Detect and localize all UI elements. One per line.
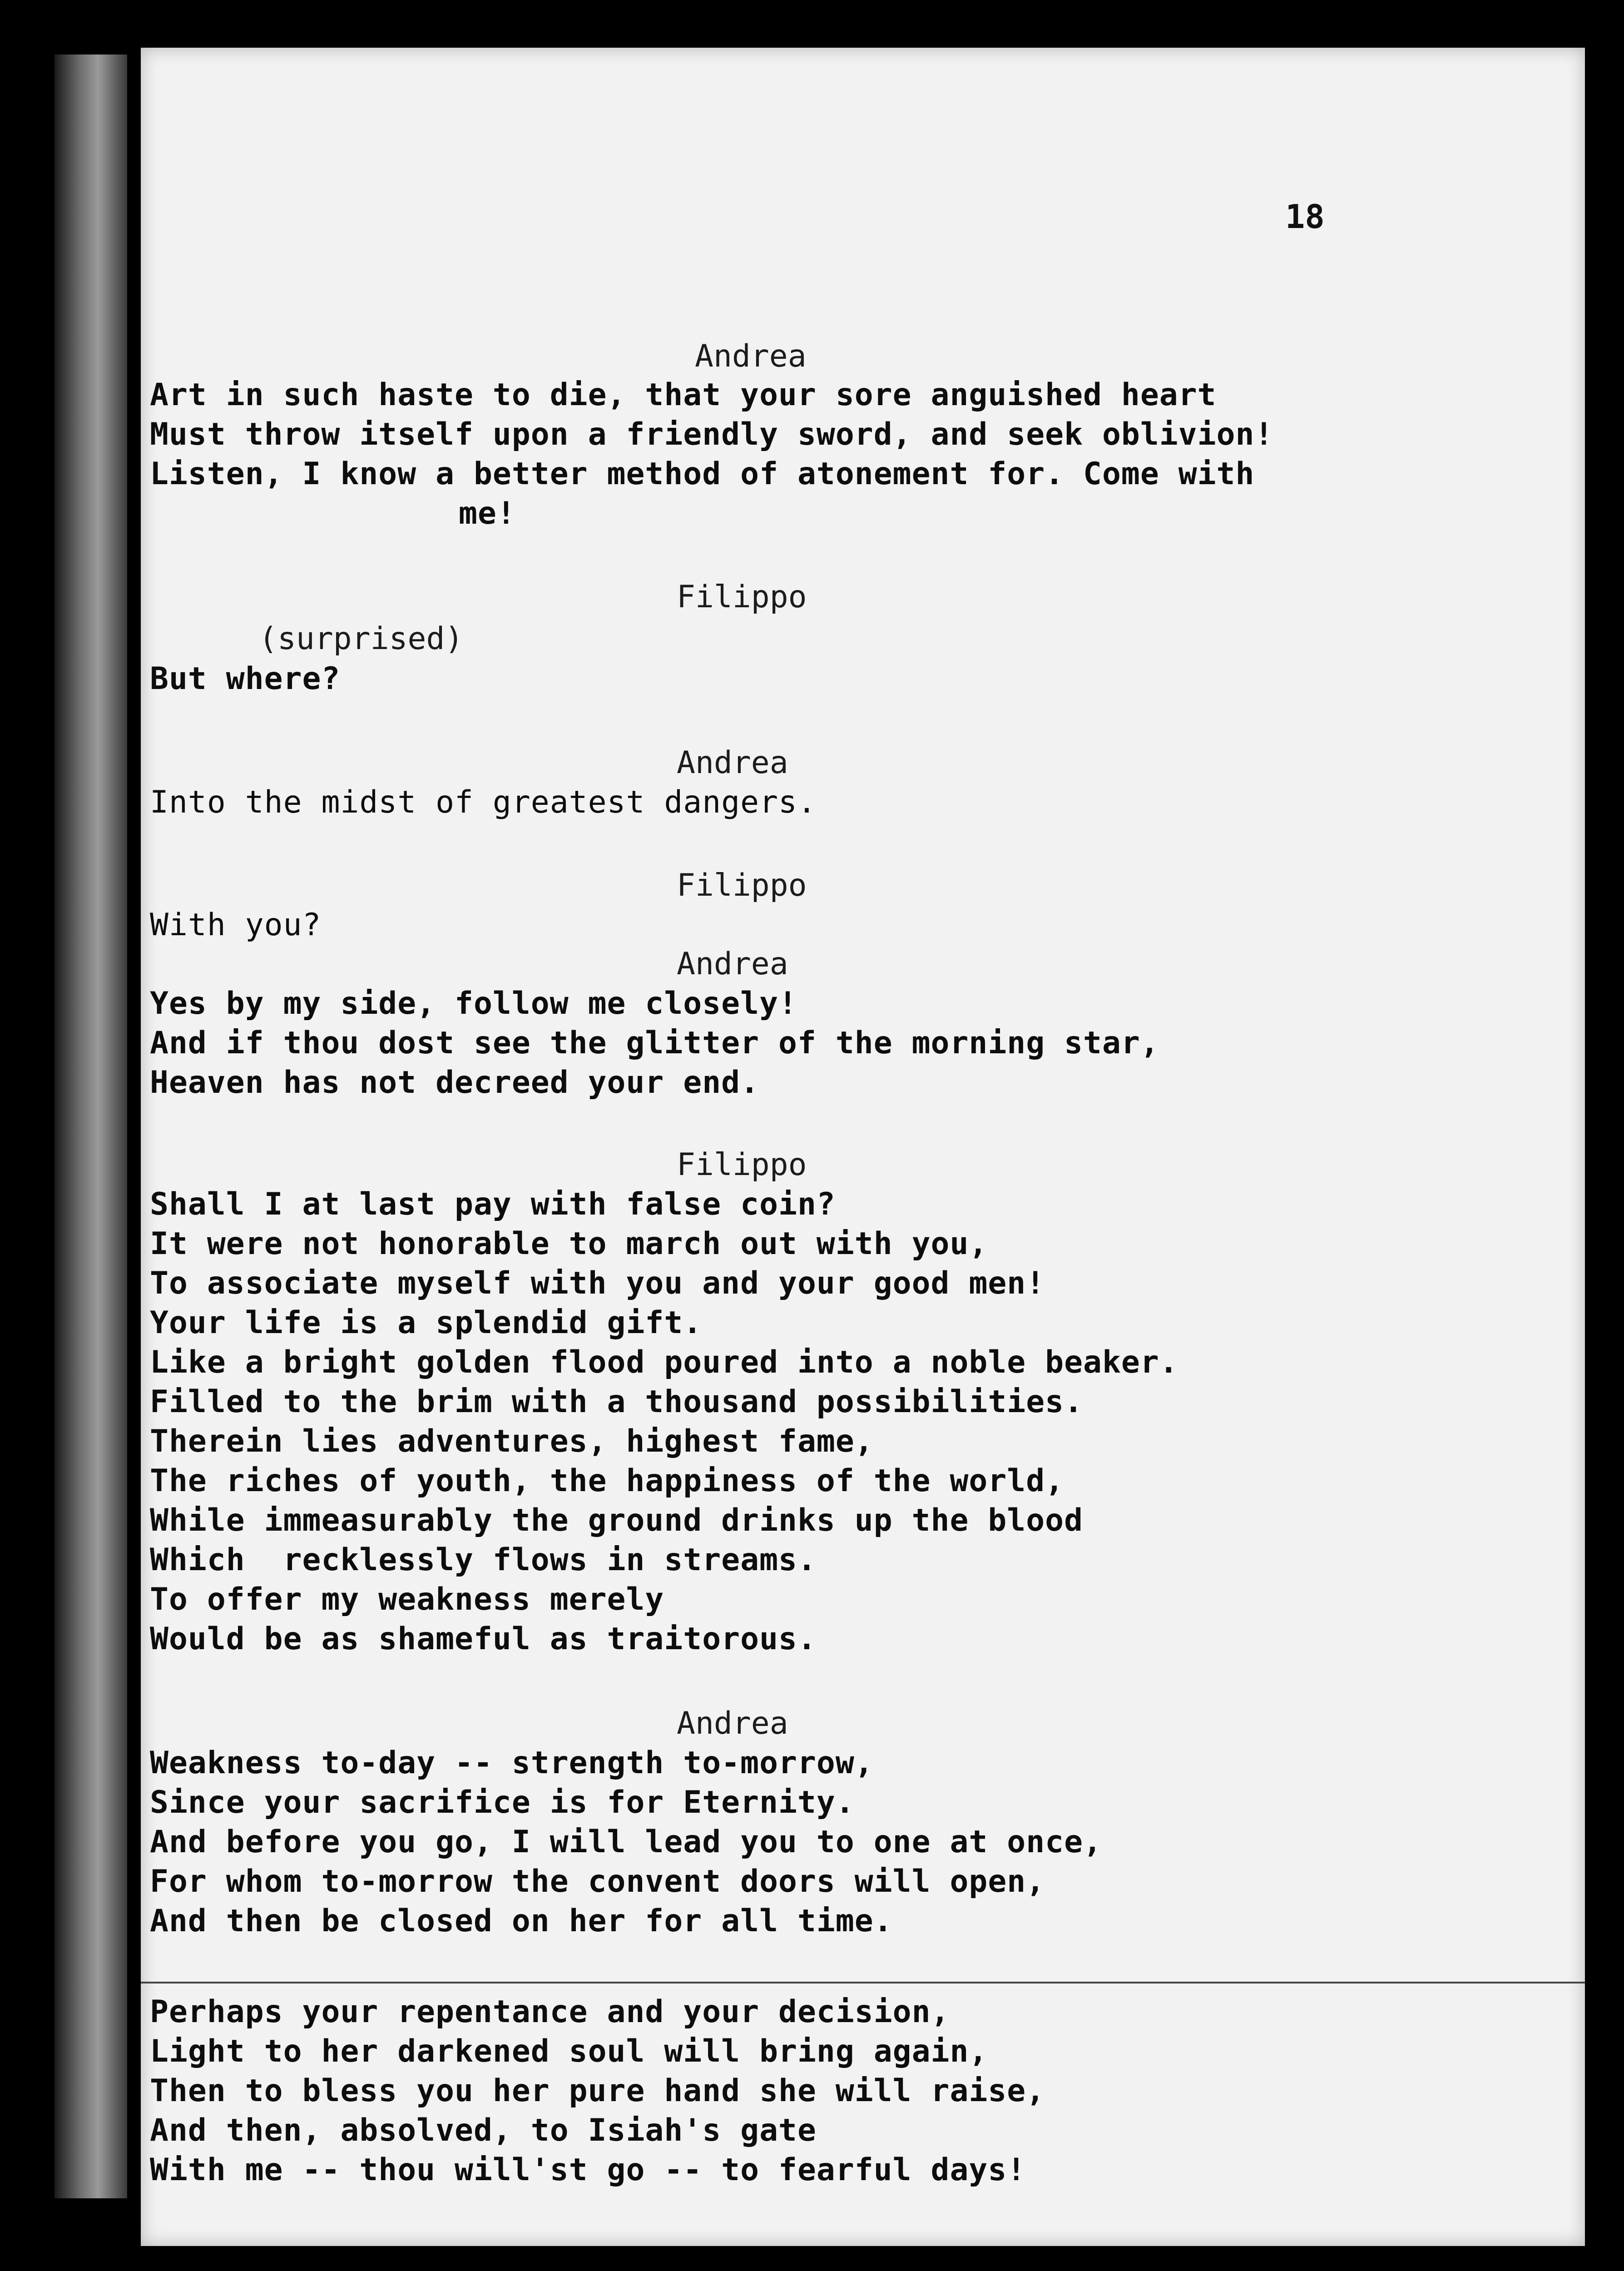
dialogue-line: me! <box>459 496 516 531</box>
speaker-name: Andrea <box>695 338 807 374</box>
stage-direction: (surprised) <box>259 621 464 657</box>
speaker-name: Filippo <box>677 579 807 615</box>
dialogue-line: It were not honorable to march out with you, <box>150 1226 988 1262</box>
dialogue-line: Which recklessly flows in streams. <box>150 1542 817 1578</box>
dialogue-line: And then, absolved, to Isiah's gate <box>150 2112 817 2148</box>
dialogue-line: Your life is a splendid gift. <box>150 1305 703 1341</box>
dialogue-line: Into the midst of greatest dangers. <box>150 784 817 820</box>
dialogue-line: With you? <box>150 907 322 943</box>
dialogue-line: Light to her darkened soul will bring again, <box>150 2033 988 2069</box>
speaker-name: Andrea <box>677 1706 788 1741</box>
dialogue-line: Therein lies adventures, highest fame, <box>150 1423 874 1459</box>
dialogue-line: With me -- thou will'st go -- to fearful days! <box>150 2152 1026 2188</box>
dialogue-line: Yes by my side, follow me closely! <box>150 986 797 1021</box>
dialogue-line: To associate myself with you and your good men! <box>150 1265 1045 1301</box>
dialogue-line: But where? <box>150 661 341 697</box>
torn-paper-strip <box>54 55 127 2198</box>
dialogue-line: Shall I at last pay with false coin? <box>150 1186 836 1222</box>
speaker-name: Filippo <box>677 1147 807 1183</box>
speaker-name: Andrea <box>677 946 788 982</box>
speaker-name: Filippo <box>677 868 807 903</box>
dialogue-line: And if thou dost see the glitter of the morning star, <box>150 1025 1159 1061</box>
page-number: 18 <box>1285 198 1325 236</box>
dialogue-line: For whom to-morrow the convent doors will open, <box>150 1864 1045 1899</box>
dialogue-line: Like a bright golden flood poured into a noble beaker. <box>150 1344 1178 1380</box>
dialogue-line: Filled to the brim with a thousand possibilities. <box>150 1384 1084 1420</box>
dialogue-line: Art in such haste to die, that your sore anguished heart <box>150 377 1217 413</box>
dialogue-line: Listen, I know a better method of atonement for. Come with <box>150 456 1255 492</box>
dialogue-line: Must throw itself upon a friendly sword, and seek oblivion! <box>150 417 1274 452</box>
typescript-page <box>141 48 1585 2246</box>
dialogue-line: Then to bless you her pure hand she will raise, <box>150 2073 1045 2109</box>
dialogue-line: Weakness to-day -- strength to-morrow, <box>150 1745 874 1781</box>
dialogue-line: While immeasurably the ground drinks up the blood <box>150 1502 1084 1538</box>
dialogue-line: Heaven has not decreed your end. <box>150 1065 760 1101</box>
page-fold-line <box>141 1982 1585 1983</box>
dialogue-line: Since your sacrifice is for Eternity. <box>150 1785 855 1820</box>
dialogue-line: Perhaps your repentance and your decision, <box>150 1994 950 2030</box>
dialogue-line: To offer my weakness merely <box>150 1582 664 1617</box>
dialogue-line: And before you go, I will lead you to one at once, <box>150 1824 1102 1860</box>
dialogue-line: Would be as shameful as traitorous. <box>150 1621 817 1657</box>
dialogue-line: And then be closed on her for all time. <box>150 1903 893 1939</box>
speaker-name: Andrea <box>677 745 788 781</box>
dialogue-line: The riches of youth, the happiness of the world, <box>150 1463 1065 1499</box>
